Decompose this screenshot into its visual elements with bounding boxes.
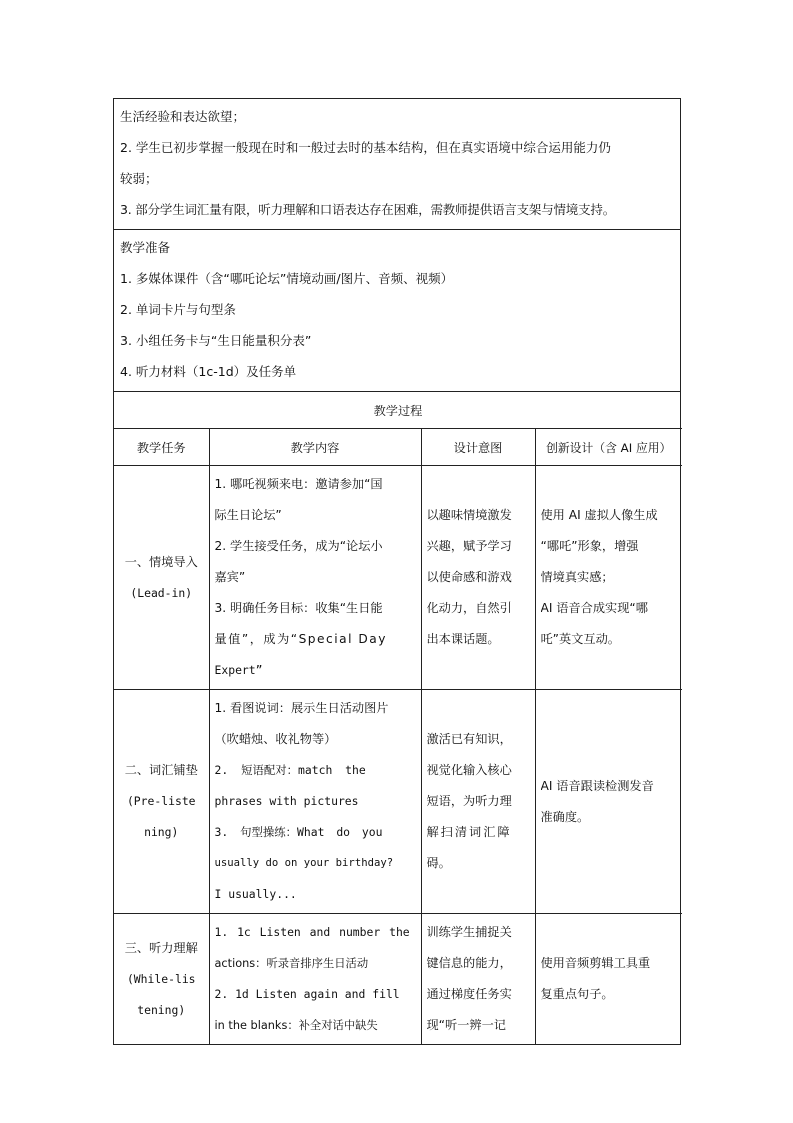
innovation-line: 情境真实感； [540,570,614,584]
intent-cell [421,690,535,914]
header-intent: 设计意图 [421,429,535,466]
content-line: 2. 学生接受任务，成为“论坛小 [214,539,383,553]
task-cell [114,466,209,690]
intent-line: 解扫清词汇障 [426,825,512,839]
intent-line: 通过梯度任务实 [426,987,512,1001]
table-row [114,690,682,914]
intent-line: 出本课话题。 [426,632,500,646]
intent-line: 碍。 [426,856,451,870]
task-title: 一、情境导入 [124,554,198,569]
content-cell [209,690,421,914]
preparation-item: 3. 小组任务卡与“生日能量积分表” [120,333,312,348]
intent-line: 激活已有知识， [426,732,512,746]
intent-line: 以趣味情境激发 [426,508,512,522]
innovation-cell [535,466,682,690]
innovation-line: 使用音频剪辑工具重 [540,956,651,970]
situation-line: 较弱； [120,171,158,186]
intent-line: 现“听一辨一记 [426,1018,506,1032]
content-line: 2. 短语配对：match the [214,763,366,777]
task-cell [114,914,209,1045]
intent-line: 以使命感和游戏 [426,570,512,584]
content-cell [209,466,421,690]
preparation-item: 4. 听力材料（1c-1d）及任务单 [120,364,297,379]
intent-line: 化动力，自然引 [426,601,512,615]
task-title: 三、听力理解 [124,940,198,955]
preparation-item: 2. 单词卡片与句型条 [120,302,236,317]
content-line: I usually... [214,887,297,901]
innovation-line: AI 语音跟读检测发音 [540,778,654,793]
task-subtitle: tening) [137,1002,186,1017]
content-line: actions：听录音排序生日活动 [214,957,369,970]
content-line: 1. 1c Listen and number the [214,925,410,939]
task-subtitle: (Pre-liste [126,794,196,808]
innovation-line: 复重点句子。 [540,987,614,1001]
situation-line: 2. 学生已初步掌握一般现在时和一般过去时的基本结构，但在真实语境中综合运用能力仍 [120,140,611,155]
header-task: 教学任务 [114,429,209,466]
content-line: in the blanks：补全对话中缺失 [214,1019,378,1032]
content-line: 1. 看图说词：展示生日活动图片 [214,701,389,715]
table-row [114,914,682,1045]
section-heading: 教学准备 [120,240,171,255]
student-situation-section [114,99,680,230]
intent-line: 键信息的能力， [426,956,512,970]
content-cell [209,914,421,1045]
innovation-line: AI 语音合成实现“哪 [540,601,648,615]
content-line: Expert” [214,663,263,677]
intent-cell [421,466,535,690]
teaching-process-table [114,392,682,1044]
task-subtitle: (Lead-in) [130,585,193,600]
content-line: 际生日论坛” [214,508,282,522]
innovation-line: 吒”英文互动。 [540,632,620,646]
innovation-cell [535,690,682,914]
teaching-preparation-section [114,230,680,392]
situation-line: 生活经验和表达欲望； [120,109,246,124]
content-line: 1. 哪吒视频来电：邀请参加“国 [214,477,383,491]
content-line: （吹蜡烛、收礼物等） [214,732,337,746]
task-subtitle: (While-lis [126,971,196,986]
intent-line: 兴趣，赋予学习 [426,539,512,553]
innovation-cell [535,914,682,1045]
task-subtitle: ning) [144,825,179,839]
content-line: 3. 句型操练：What do you [214,825,383,839]
content-line: 3. 明确任务目标：收集“生日能 [214,601,383,615]
lesson-plan-table [113,98,681,1045]
intent-line: 训练学生捕捉关 [426,925,512,939]
table-row [114,466,682,690]
intent-line: 短语，为听力理 [426,794,512,808]
intent-cell [421,914,535,1045]
intent-line: 视觉化输入核心 [426,763,512,777]
innovation-line: 准确度。 [540,809,590,824]
header-innovation: 创新设计（含 AI 应用） [535,429,682,466]
task-title: 二、词汇铺垫 [124,763,198,777]
header-content: 教学内容 [209,429,421,466]
content-line: 嘉宾” [214,570,246,584]
innovation-line: 使用 AI 虚拟人像生成 [540,508,658,522]
preparation-item: 1. 多媒体课件（含“哪吒论坛”情境动画/图片、音频、视频） [120,271,454,286]
content-line: usually do on your birthday? [214,857,394,869]
content-line: 量值”，成为“Special Day [214,632,387,646]
content-line: 2. 1d Listen again and fill [214,987,400,1001]
content-line: phrases with pictures [214,794,359,808]
process-title: 教学过程 [114,392,682,429]
situation-line: 3. 部分学生词汇量有限，听力理解和口语表达存在困难，需教师提供语言支架与情境支持。 [120,202,616,217]
task-cell [114,690,209,914]
innovation-line: “哪吒”形象，增强 [540,539,639,553]
